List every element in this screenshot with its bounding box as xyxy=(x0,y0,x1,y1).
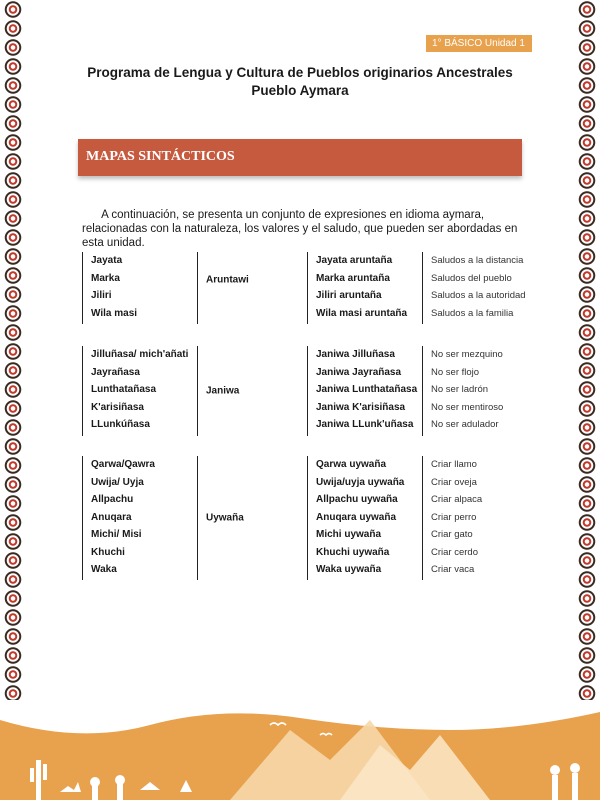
phrase-item: Jiliri aruntaña xyxy=(316,290,382,301)
phrase-item: Janiwa LLunk'uñasa xyxy=(316,419,414,430)
phrase-item: Khuchi uywaña xyxy=(316,546,390,558)
phrase-item: Allpachu uywaña xyxy=(316,494,398,505)
phrase-item: Uwija/uyja uywaña xyxy=(316,476,405,488)
translation-item: Saludos a la autoridad xyxy=(431,290,526,301)
footer-landscape-illustration xyxy=(0,700,600,800)
phrase-item: Anuqara uywaña xyxy=(316,511,397,523)
translation-item: No ser adulador xyxy=(431,419,499,430)
verb-column xyxy=(197,346,308,436)
translation-item: Criar oveja xyxy=(431,476,477,488)
phrase-item: Waka uywaña xyxy=(316,564,382,575)
phrase-item: Jayata aruntaña xyxy=(316,255,393,266)
word-item: Jilluñasa/ mich'añati xyxy=(91,349,189,360)
intro-paragraph xyxy=(82,208,522,250)
translation-item: Criar llamo xyxy=(431,459,477,470)
word-item: Uwija/ Uyja xyxy=(91,476,144,488)
program-title: Programa de Lengua y Cultura de Pueblos originarios Ancestrales xyxy=(87,65,513,80)
word-item: Waka xyxy=(91,564,117,575)
phrase-item: Janiwa K'arisiñasa xyxy=(316,401,406,413)
translation-item: Criar perro xyxy=(431,511,477,523)
phrase-item: Qarwa uywaña xyxy=(316,459,387,470)
left-decorative-border xyxy=(2,0,24,735)
unit-badge: 1° BÁSICO Unidad 1 xyxy=(426,35,532,52)
section-title: MAPAS SINTÁCTICOS xyxy=(86,149,235,164)
word-item: LLunkúñasa xyxy=(91,419,150,430)
translation-item: Saludos a la familia xyxy=(431,307,514,319)
translation-item: Criar cerdo xyxy=(431,546,478,558)
word-item: Jayata xyxy=(91,255,123,266)
phrases-column xyxy=(307,252,423,324)
translation-item: No ser mentiroso xyxy=(431,401,504,413)
intro-text: A continuación, se presenta un conjunto de expresiones en idioma aymara, relacionadas con la naturaleza, los valores y el saludo, que pueden ser abordadas en esta unidad. xyxy=(82,209,518,249)
translation-item: Saludos del pueblo xyxy=(431,272,512,284)
translations-column xyxy=(422,456,523,580)
verb-label: Janiwa xyxy=(206,385,240,397)
words-column xyxy=(82,346,198,436)
words-column xyxy=(82,456,198,580)
translation-item: No ser mezquino xyxy=(431,349,503,360)
verb-column xyxy=(197,456,308,580)
word-item: Wila masi xyxy=(91,307,138,319)
word-item: Lunthatañasa xyxy=(91,384,157,395)
word-item: Jiliri xyxy=(91,290,112,301)
phrase-item: Janiwa Jayrañasa xyxy=(316,366,402,378)
page-header xyxy=(60,64,540,100)
translation-item: Criar alpaca xyxy=(431,494,483,505)
word-item: K'arisiñasa xyxy=(91,401,144,413)
phrase-item: Wila masi aruntaña xyxy=(316,307,408,319)
phrases-column xyxy=(307,346,423,436)
word-item: Michi/ Misi xyxy=(91,529,142,540)
word-item: Allpachu xyxy=(91,494,134,505)
word-item: Qarwa/Qawra xyxy=(91,459,155,470)
word-item: Khuchi xyxy=(91,546,125,558)
words-column xyxy=(82,252,198,324)
translation-item: No ser ladrón xyxy=(431,384,489,395)
people-subtitle: Pueblo Aymara xyxy=(251,83,349,98)
section-title-band xyxy=(78,139,522,176)
translation-item: No ser flojo xyxy=(431,366,480,378)
right-decorative-border xyxy=(576,0,598,735)
verb-label: Uywaña xyxy=(206,512,244,524)
phrase-item: Marka aruntaña xyxy=(316,272,390,284)
translations-column xyxy=(422,252,526,324)
translation-item: Criar gato xyxy=(431,529,473,540)
syntax-map-values xyxy=(82,346,522,436)
syntax-map-greetings xyxy=(82,252,526,324)
translation-item: Saludos a la distancia xyxy=(431,255,524,266)
word-item: Marka xyxy=(91,272,120,284)
phrase-item: Janiwa Jilluñasa xyxy=(316,349,395,360)
word-item: Anuqara xyxy=(91,511,132,523)
verb-column xyxy=(197,252,308,324)
phrases-column xyxy=(307,456,423,580)
word-item: Jayrañasa xyxy=(91,366,140,378)
verb-label: Aruntawi xyxy=(206,274,249,286)
syntax-map-animals xyxy=(82,456,522,580)
phrase-item: Michi uywaña xyxy=(316,529,382,540)
phrase-item: Janiwa Lunthatañasa xyxy=(316,384,418,395)
translation-item: Criar vaca xyxy=(431,564,475,575)
translations-column xyxy=(422,346,523,436)
